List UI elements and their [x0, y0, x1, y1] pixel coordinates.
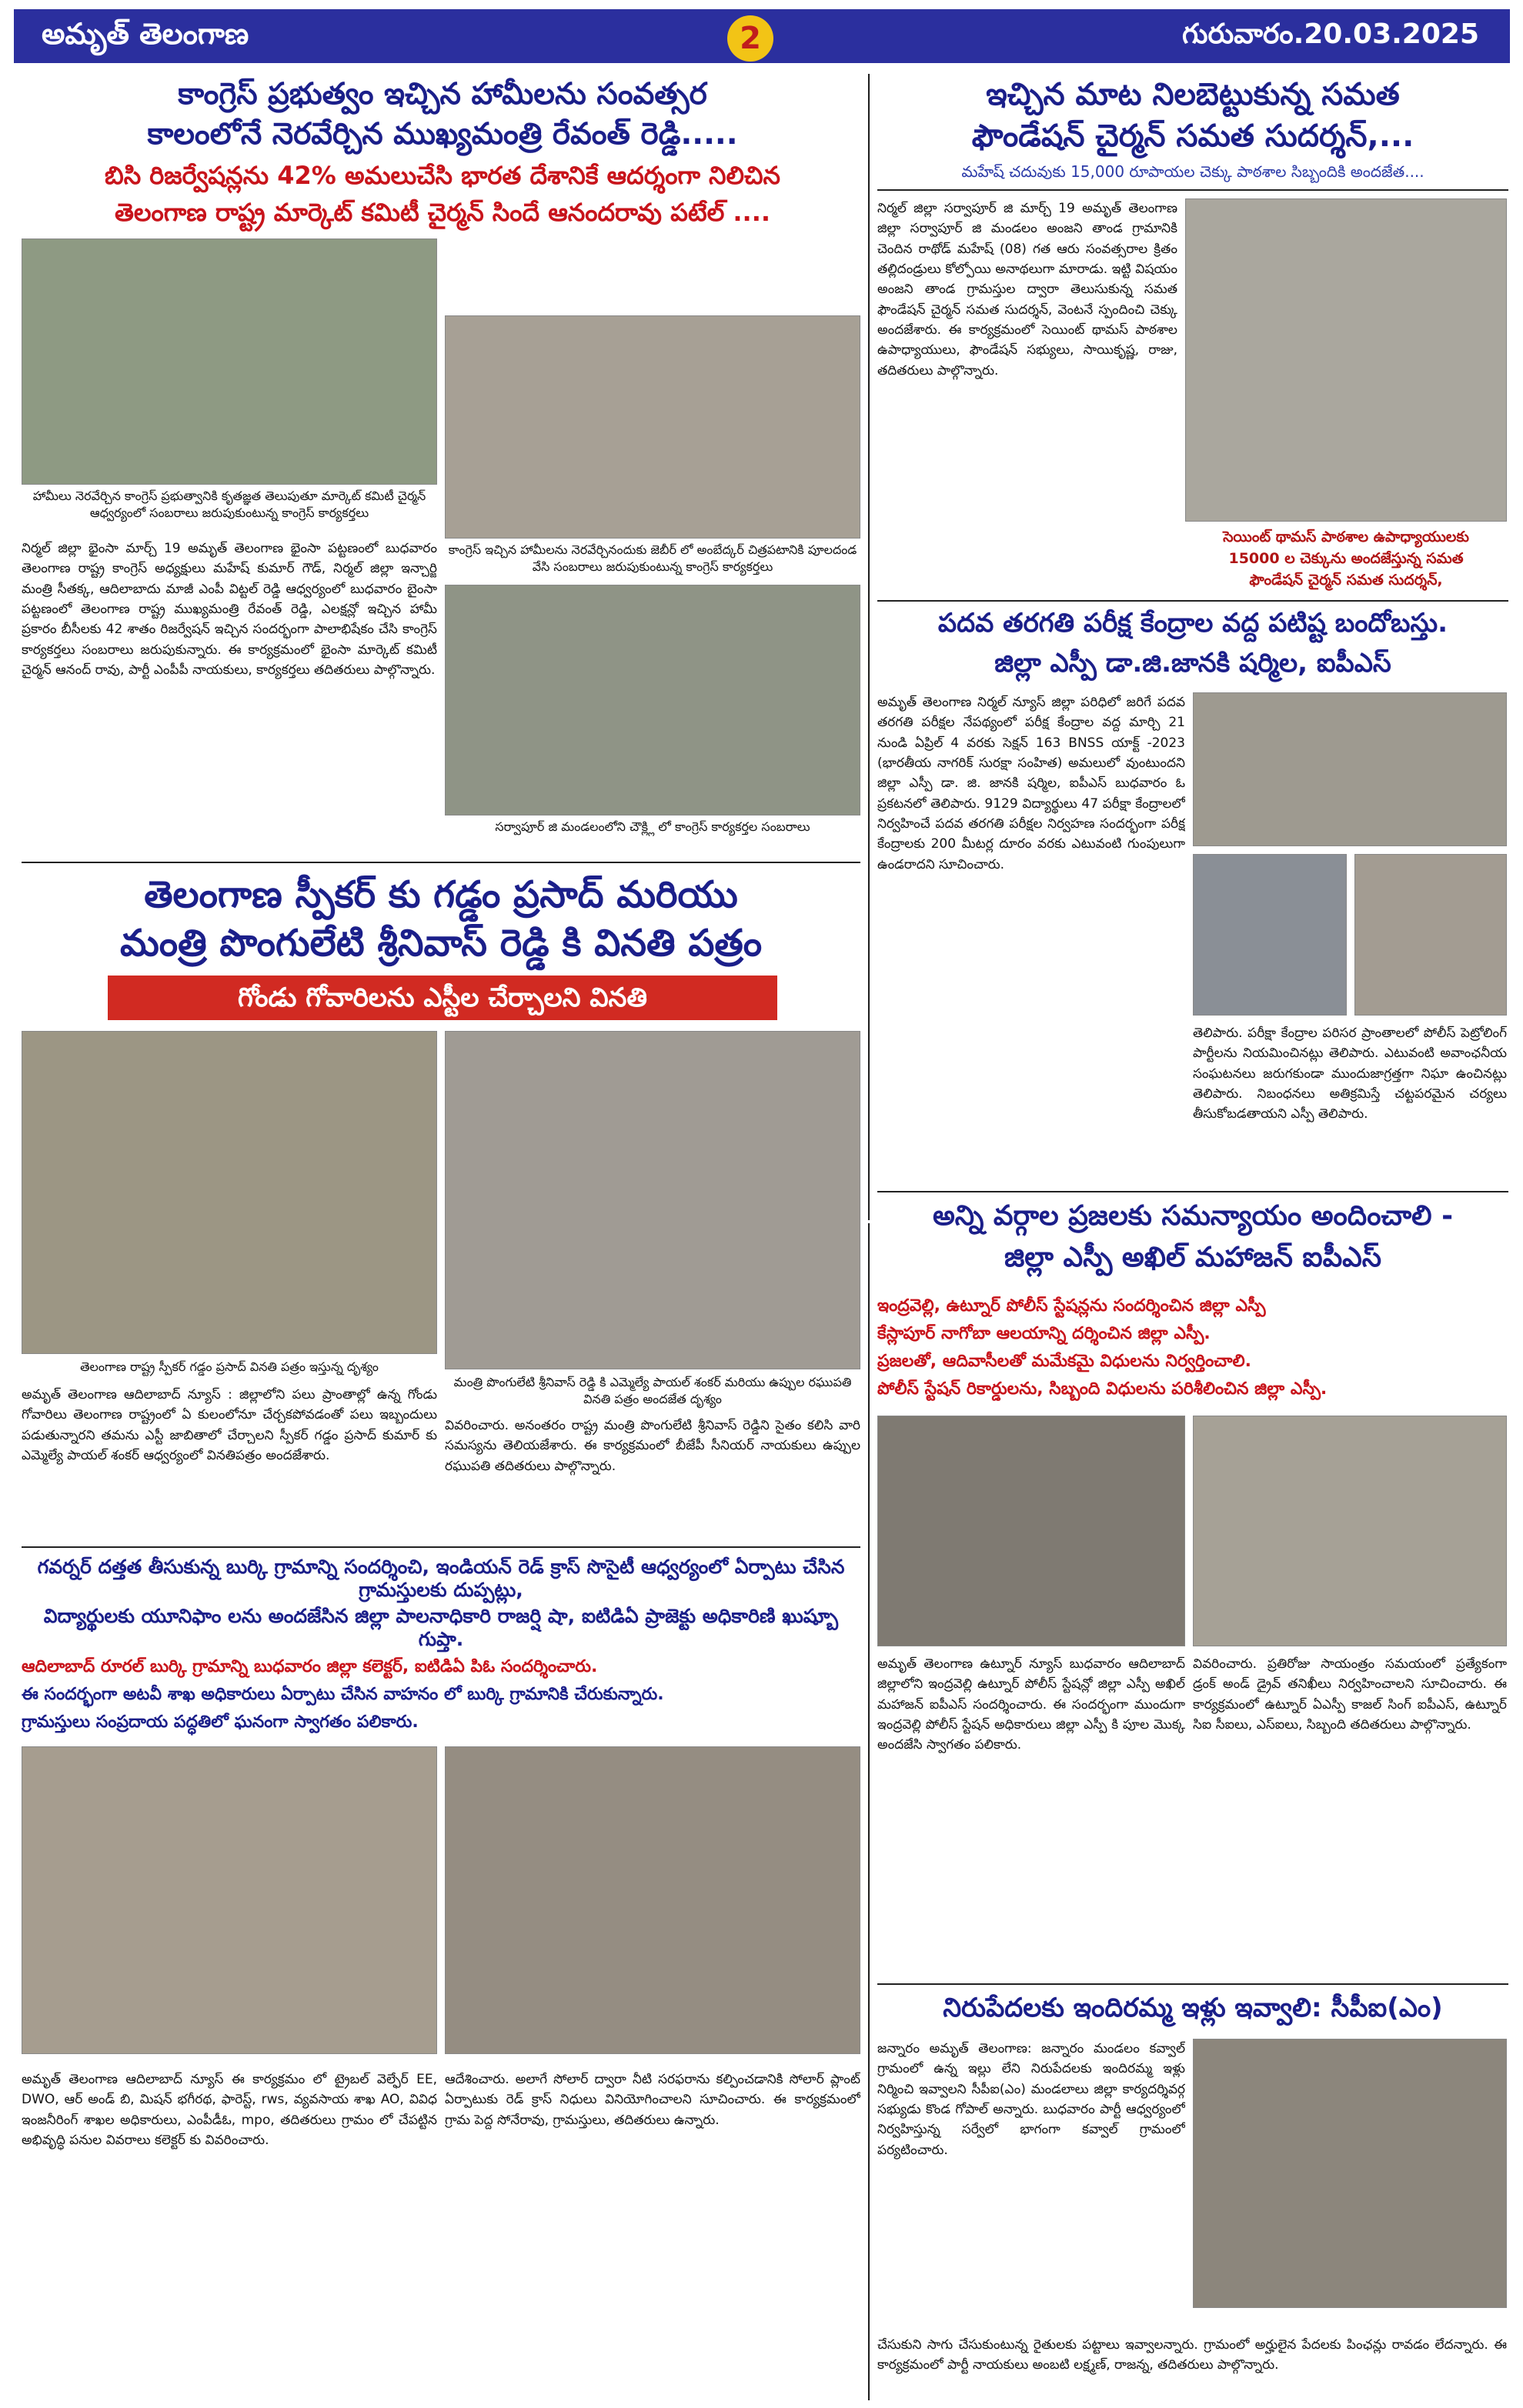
story3-body: అమృత్ తెలంగాణ నిర్మల్ న్యూస్ జిల్లా పరిధిలో జరిగే పదవ తరగతి పరీక్షల నేపథ్యంలో పరీక్ష కేంద్రాల వద్ద మార్చి 21 నుండి ఏప్రిల్ 4 వరకు సెక్షన్ 163 BNSS యాక్ట్ -2023 (భారతీయ నాగరిక్ సురక్షా సంహిత) అమలులో వుంటుందని జిల్లా ఎస్పీ డా. జి. జానకి షర్మిల, ఐపీఎస్ బుధవారం ఓ ప్రకటనలో తెలిపారు. 9129 విద్యార్థులు 47 పరీక్షా కేంద్రాలలో నిర్వహించే పదవ తరగతి పరీక్షల నిర్వహణ సందర్భంగా పరీక్ష కేంద్రాలకు 200 మీటర్ల దూరం వరకు ఎటువంటి గుంపులుగా ఉండరాదని సూచించారు.	[877, 695, 1185, 872]
story3-photo-sp-portrait	[1193, 854, 1347, 1016]
story5-photo-temple	[877, 1416, 1185, 1646]
story1-photo-rally	[22, 238, 437, 485]
story3-photo-exam-hall	[1193, 692, 1507, 846]
story4-photo2-caption: మంత్రి పొంగులేటి శ్రీనివాస్ రెడ్డి కి ఎమ్మెల్యే పాయల్ శంకర్ మరియు ఉప్పుల రఘుపతి వినతి పత్రం అందజేత దృశ్యం	[453, 1375, 852, 1406]
issue-date: గురువారం.20.03.2025	[1182, 18, 1479, 50]
story1-photo1-caption: హామీలు నెరవేర్చిన కాంగ్రెస్ ప్రభుత్వానికి కృతజ్ఞత తెలుపుతూ మార్కెట్ కమిటీ చైర్మన్ ఆధ్వర్యంలో సంబరాలు జరుపుకుంటున్న కాంగ్రెస్ కార్యకర్తలు	[32, 489, 426, 520]
story4-headline-line1: తెలంగాణ స్పీకర్ కు గడ్డం ప్రసాద్ మరియు	[144, 873, 738, 916]
story1-headline-line2: కాలంలోనే నెరవేర్చిన ముఖ్యమంత్రి రేవంత్ రెడ్డి.....	[147, 117, 738, 152]
newspaper-title: అమృత్ తెలంగాణ	[42, 17, 249, 51]
story4-body-continued: వివరించారు. అనంతరం రాష్ట్ర మంత్రి పొంగులేటి శ్రీనివాస్ రెడ్డిని సైతం కలిసి వారి సమస్యను తెలియజేశారు. ఈ కార్యక్రమంలో బీజేపీ సీనియర్ నాయకులు ఉప్పుల రఘుపతి తదితరులు పాల్గొన్నారు.	[445, 1418, 860, 1474]
section-divider	[877, 600, 1508, 602]
story7-photo-house	[1193, 2039, 1507, 2308]
story6-body-continued: ఆదేశించారు. అలాగే సోలార్ ద్వారా నీటి సరఫరాను కల్పించడానికి సోలార్ ప్లాంట్ ఏర్పాటుకు రెడ్ క్రాస్ నిధులు వినియోగించాలని సూచించారు. ఈ కార్యక్రమంలో గ్రామ పెద్ద సోనేరావు, గ్రామస్తులు, తదితరులు ఉన్నారు.	[445, 2072, 860, 2128]
story1-body: నిర్మల్ జిల్లా భైంసా మార్చ్ 19 అమృత్ తెలంగాణ భైంసా పట్టణంలో బుధవారం తెలంగాణ రాష్ట్ర కాంగ్రెస్ అధ్యక్షులు మహేష్ కుమార్ గౌడ్, నిర్మల్ జిల్లా ఇన్చార్జి మంత్రి సీతక్క, ఆదిలాబాదు మాజీ ఎంపీ విట్టల్ రెడ్డి ఆధ్వర్యంలో బుధవారం బైంసా పట్టణంలో తెలంగాణ రాష్ట్ర ముఖ్యమంత్రి రేవంత్ రెడ్డి, ఎలక్షన్లో ఇచ్చిన హామీ ప్రకారం బీసీలకు 42 శాతం రిజర్వేషన్ ఇచ్చిన సందర్భంగా పాలాభిషేకం చేసి కాంగ్రెస్ కార్యకర్తలు సంబరాలు జరుపుకున్నారు. ఈ కార్యక్రమంలో భైంసా మార్కెట్ కమిటీ చైర్మన్ ఆనంద్ రావు, పార్టీ ఎంపీపీ నాయకులు, కార్యకర్తలు తదితరులు పాల్గొన్నారు.	[22, 541, 437, 679]
section-divider	[877, 1191, 1508, 1192]
story5-bullet-2: కేస్లాపూర్ నాగోబా ఆలయాన్ని దర్శించిన జిల్లా ఎస్పీ.	[877, 1324, 1211, 1343]
story1-subhead-line1: బిసి రిజర్వేషన్లను 42% అమలుచేసి భారత దేశానికే ఆదర్శంగా నిలిచిన	[105, 161, 780, 190]
story1-photo3-caption: సర్వాపూర్ జి మండలంలోని చౌక్ల్లి లో కాంగ్రెస్ కార్యకర్తల సంబరాలు	[495, 819, 810, 834]
story1-headline-line1: కాంగ్రెస్ ప్రభుత్వం ఇచ్చిన హామీలను సంవత్సర	[178, 77, 707, 112]
story5-bullet-4: పోలీస్ స్టేషన్ రికార్డులను, సిబ్బంది విధులను పరిశీలించిన జిల్లా ఎస్పీ.	[877, 1379, 1328, 1399]
story4-photo1-caption: తెలంగాణ రాష్ట్ర స్పీకర్ గడ్డం ప్రసాద్ వినతి పత్రం ఇస్తున్న దృశ్యం	[80, 1359, 379, 1374]
story2-deck: మహేష్ చదువుకు 15,000 రూపాయల చెక్కు పాఠశాల సిబ్బందికి అందజేత....	[961, 162, 1424, 181]
story1-photo2-caption: కాంగ్రెస్ ఇచ్చిన హామీలను నెరవేర్చినందుకు జెబీర్ లో అంబేద్కర్ చిత్రపటానికి పూలదండ వేసి సంబరాలు జరుపుకుంటున్న కాంగ్రెస్ కార్యకర్తలు	[448, 542, 857, 574]
story7-body-continued: చేసుకుని సాగు చేసుకుంటున్న రైతులకు పట్టాలు ఇవ్వాలన్నారు. గ్రామంలో అర్హులైన పేదలకు పింఛన్లు రావడం లేదన్నారు. ఈ కార్యక్రమంలో పార్టీ నాయకులు అంబటి లక్ష్మణ్, రాజన్న, తదితరులు పాల్గొన్నారు.	[877, 2337, 1507, 2373]
column-divider	[868, 74, 870, 1220]
story2-body: నిర్మల్ జిల్లా సర్వాపూర్ జి మార్చ్ 19 అమృత్ తెలంగాణ జిల్లా సర్వాపూర్ జి మండలం అంజని తాండ గ్రామానికి చెందిన రాథోడ్ మహేష్ (08) గత ఆరు సంవత్సరాల క్రితం తల్లిదండ్రులు కోల్పోయి అనాథలుగా మారాడు. ఇట్టి విషయం అంజని తాండ గ్రామస్తుల ద్వారా తెలుసుకున్న సమత ఫౌండేషన్ చైర్మన్ సమత సుదర్శన్, వెంటనే స్పందించి చెక్కు అందజేశారు. ఈ కార్యక్రమంలో సెయింట్ థామస్ పాఠశాల ఉపాధ్యాయులు, ఫౌండేషన్ సభ్యులు, సాయికృష్ణ, రాజు, తదితరులు పాల్గొన్నారు.	[877, 201, 1177, 379]
story6-photo-blankets	[22, 1746, 437, 2054]
story5-headline-line1: అన్ని వర్గాల ప్రజలకు సమన్యాయం అందించాలి -	[932, 1200, 1454, 1232]
story4-subhead-bar: గోండు గోవారిలను ఎస్టీల చేర్చాలని వినతి	[108, 976, 777, 1020]
story5-photo-sp-meeting	[1193, 1416, 1507, 1646]
story7-body: జన్నారం అమృత్ తెలంగాణ: జన్నారం మండలం కవ్వాల్ గ్రామంలో ఉన్న ఇల్లు లేని నిరుపేదలకు ఇందిరమ్మ ఇళ్లు నిర్మించి ఇవ్వాలని సీపీఐ(ఎం) మండలాలు జిల్లా కార్యదర్శివర్గ సభ్యుడు కొండ గోపాల్ అన్నారు. బుధవారం పార్టీ ఆధ్వర్యంలో నిర్వహిస్తున్న సర్వేలో భాగంగా కవ్వాల్ గ్రామంలో పర్యటించారు.	[877, 2041, 1185, 2158]
story2-rule	[877, 189, 1508, 191]
story2-photo-cheque	[1185, 198, 1507, 522]
story5-headline-line2: జిల్లా ఎస్పీ అఖిల్ మహాజన్ ఐపీఎస్	[1004, 1242, 1382, 1273]
story5-bullet-1: ఇంద్రవెల్లి, ఉట్నూర్ పోలీస్ స్టేషన్లను సందర్శించిన జిల్లా ఎస్పీ	[877, 1296, 1266, 1316]
story6-red-line-2: ఈ సందర్భంగా అటవీ శాఖ అధికారులు ఏర్పాటు చేసిన వాహనం లో బుర్కి గ్రామానికి చేరుకున్నారు.	[22, 1685, 664, 1704]
story3-headline-line2: జిల్లా ఎస్పీ డా.జి.జానకి షర్మిల, ఐపీఎస్	[994, 648, 1391, 679]
story3-headline-line1: పదవ తరగతి పరీక్ష కేంద్రాల వద్ద పటిష్ట బందోబస్తు.	[937, 608, 1448, 639]
column-divider	[868, 1223, 870, 2400]
story2-headline-line2: ఫౌండేషన్ చైర్మన్ సమత సుదర్శన్,...	[971, 118, 1414, 154]
story4-photo-speaker	[22, 1031, 437, 1354]
story3-body-continued: తెలిపారు. పరీక్షా కేంద్రాల పరిసర ప్రాంతాలలో పోలీస్ పెట్రోలింగ్ పార్టీలను నియమించినట్లు తెలిపారు. ఎటువంటి అవాంఛనీయ సంఘటనలు జరుగకుండా ముందుజాగ్రత్తగా నిఘా ఉంచినట్లు తెలిపారు. నిబంధనలు అతిక్రమిస్తే చట్టపరమైన చర్యలు తీసుకోబడతాయని ఎస్పీ తెలిపారు.	[1193, 1026, 1507, 1122]
story7-headline: నిరుపేదలకు ఇందిరమ్మ ఇళ్లు ఇవ్వాలి: సీపీఐ(ఎం)	[943, 1993, 1443, 2023]
story2-photo-caption-line1: సెయింట్ థామస్ పాఠశాల ఉపాధ్యాయులకు	[1223, 529, 1469, 545]
story2-headline-line1: ఇచ్చిన మాట నిలబెట్టుకున్న సమత	[986, 77, 1400, 112]
story2-photo-caption-line2: 15000 ల చెక్కును అందజేస్తున్న సమత	[1228, 550, 1464, 567]
section-divider	[877, 1983, 1508, 1985]
story3-photo-inspection	[1354, 854, 1507, 1016]
section-divider	[22, 862, 860, 863]
story6-red-line-1: ఆదిలాబాద్ రూరల్ బుర్కి గ్రామాన్ని బుధవారం జిల్లా కలెక్టర్, ఐటిడిఏ పిఓ సందర్శించారు.	[22, 1657, 598, 1676]
story6-body: అమృత్ తెలంగాణ ఆదిలాబాద్ న్యూస్ ఈ కార్యక్రమం లో ట్రైబల్ వెల్ఫేర్ EE, DWO, ఆర్ అండ్ బి, మిషన్ భగీరథ, ఫారెస్ట్, rws, వ్యవసాయ శాఖ AO, వివిధ ఇంజనీరింగ్ శాఖల అధికారులు, ఎంపీడీఓ, mpo, తదితరులు గ్రామం లో చేపట్టిన అభివృద్ధి పనుల వివరాలు కలెక్టర్ కు వివరించారు.	[22, 2072, 437, 2149]
section-divider	[22, 1546, 860, 1548]
story1-subhead-line2: తెలంగాణ రాష్ట్ర మార్కెట్ కమిటీ చైర్మన్ సిందే ఆనందరావు పటేల్ ....	[114, 198, 771, 227]
story6-headline-line1: గవర్నర్ దత్తత తీసుకున్న బుర్కి గ్రామాన్ని సందర్శించి, ఇండియన్ రెడ్ క్రాస్ సొసైటీ ఆధ్వర్యంలో ఏర్పాటు చేసిన గ్రామస్తులకు దుప్పట్లు,	[37, 1556, 845, 1601]
story5-bullet-3: ప్రజలతో, ఆదివాసీలతో మమేకమై విధులను నిర్వర్తించాలి.	[877, 1352, 1252, 1371]
story4-photo-minister	[445, 1031, 860, 1369]
story4-headline-line2: మంత్రి పొంగులేటి శ్రీనివాస్ రెడ్డి కి వినతి పత్రం	[119, 922, 763, 965]
story2-photo-caption-line3: ఫౌండేషన్ చైర్మన్ సమత సుదర్శన్,	[1249, 572, 1443, 589]
story6-photo-students	[445, 1746, 860, 2054]
story6-red-line-3: గ్రామస్తులు సంప్రదాయ పద్ధతిలో ఘనంగా స్వాగతం పలికారు.	[22, 1713, 419, 1732]
story5-body-continued: వివరించారు. ప్రతిరోజు సాయంత్రం సమయంలో ప్రత్యేకంగా డ్రంక్ అండ్ డ్రైవ్ తనిఖీలు నిర్వహించాలని సూచించారు. ఈ కార్యక్రమంలో ఉట్నూర్ ఏఎస్పీ కాజల్ సింగ్ ఐపీఎస్, ఉట్నూర్ సిఐ సీఐలు, ఎస్ఐలు, సిబ్బంది తదితరులు పాల్గొన్నారు.	[1193, 1656, 1507, 1733]
story1-photo-portrait	[445, 315, 860, 539]
story6-headline-line2: విద్యార్థులకు యూనిఫాం లను అందజేసిన జిల్లా పాలనాధికారి రాజర్షి షా, ఐటిడిఏ ప్రాజెక్టు అధికారిణి ఖుష్బూ గుప్తా.	[43, 1605, 839, 1650]
page-number: 2	[727, 15, 773, 62]
story5-body: అమృత్ తెలంగాణ ఉట్నూర్ న్యూస్ బుధవారం ఆదిలాబాద్ జిల్లాలోని ఇంద్రవెల్లి ఉట్నూర్ పోలీస్ స్టేషన్లో జిల్లా ఎస్పీ అఖిల్ మహాజన్ ఐపీఎస్ సందర్శించారు. ఈ సందర్భంగా ముందుగా ఇంద్రవెల్లి పోలీస్ స్టేషన్ అధికారులు జిల్లా ఎస్పీ కి పూల మొక్క అందజేసి స్వాగతం పలికారు.	[877, 1656, 1185, 1753]
story4-body: అమృత్ తెలంగాణ ఆదిలాబాద్ న్యూస్ : జిల్లాలోని పలు ప్రాంతాల్లో ఉన్న గోండు గోవారిలు తెలంగాణ రాష్ట్రంలో ఏ కులంలోనూ చేర్చకపోవడంతో పలు ఇబ్బందులు పడుతున్నారని తమను ఎస్టీ జాబితాలో చేర్చాలని స్పీకర్ గడ్డం ప్రసాద్ కుమార్ కు ఎమ్మెల్యే పాయల్ శంకర్ ఆధ్వర్యంలో వినతిపత్రం అందజేశారు.	[22, 1387, 437, 1464]
story1-photo-group	[445, 585, 860, 815]
